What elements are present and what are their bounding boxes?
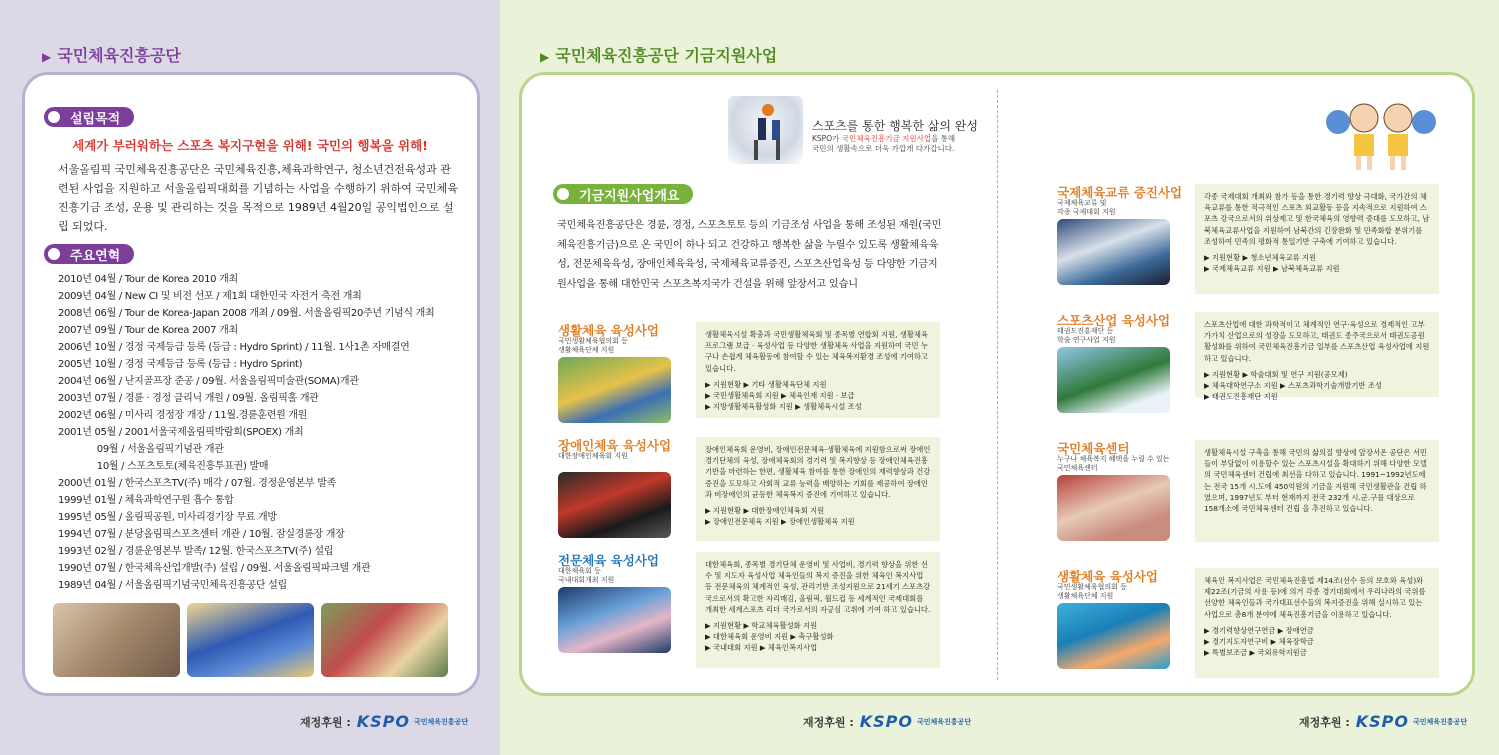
slogan: 세계가 부러워하는 스포츠 복지구현을 위해! 국민의 행복을 위해! xyxy=(72,138,428,153)
card-photo xyxy=(1057,219,1170,285)
history-item: 2002년 06월 / 미사리 경정장 개장 / 11월.경륜훈련원 개원 xyxy=(58,410,308,421)
tagline: 스포츠를 통한 행복한 삶의 완성 xyxy=(812,119,978,133)
history-item: 2003년 07월 / 경륜 · 경정 클리닉 개원 / 09월. 올림픽홀 개관 xyxy=(58,393,319,404)
tagline-sub-link: 국민체육진흥기금 지원사업 xyxy=(841,134,932,143)
card-subtitle: 국민생활체육협의회 등 생활체육단체 지원 xyxy=(558,337,628,354)
purpose-pill xyxy=(44,107,134,127)
card-description: 체육인 복지사업은 국민체육진흥법 제14조(선수 등의 보호와 육성)와 제22조(기금의 사용 등)에 의거 각종 경기대회에서 우리나라의 국위를 선양한 체육인들과 국가대표선수들의 복지증진을 위해 실시하고 있는 사업으로 총8개 분야에 체육진흥기금을 이용하고 있습니다. xyxy=(1204,576,1426,619)
card-links[interactable]: ▶ 경기력향상연구연금 ▶ 장애연금 ▶ 경기지도자연구비 ▶ 체육장학금 ▶ 특별보조금 ▶ 국외유학지원금 xyxy=(1204,625,1314,658)
card-description: 생활체육시설 확충과 국민생활체육회 및 종목별 연합회 지원, 생활체육프로그램 보급 · 육성사업 등 다양한 생활체육 사업을 지원하여 국민 누구나 손쉽게 체육활동에 참여할 수 있는 체육복지환경 조성에 기여하고 있습니다. xyxy=(705,330,928,373)
illustration-cheerleaders xyxy=(1318,88,1444,174)
cheerleaders-icon xyxy=(1318,88,1444,174)
card-description-box xyxy=(1195,568,1439,678)
history-item: 1989년 04월 / 서울올림픽기념국민체육진흥공단 설립 xyxy=(58,580,287,591)
right-header-text: 국민체육진흥공단 기금지원사업 xyxy=(555,46,778,65)
card-title: 장애인체육 육성사업 xyxy=(558,438,672,453)
history-item: 1994년 07월 / 분당올림픽스포츠센터 개관 / 10월. 잠실경륜장 개장 xyxy=(58,529,345,540)
card-description: 대한체육회, 종목별 경기단체 운영비 및 사업비, 경기력 향상을 위한 선수 및 지도자 육성사업 체육인들의 복지 증진을 위한 체육인 복지사업 등 전문체육의 체계적인 육성, 관리기반 조성지원으로 21세기 스포츠강국으로서의 확고한 자리매김, 올림픽, 월드컵 등 세계적인 국제대회를 개최한 세계스포츠 리더 국가로서의 자긍심 고취에 기여 하고 있습니다. xyxy=(705,560,931,614)
photo-crowd xyxy=(321,603,448,677)
triangle-icon: ▶ xyxy=(540,50,550,64)
card-photo xyxy=(558,587,671,653)
intro-text: 서울올림픽 국민체육진흥공단은 국민체육진흥,체육과학연구, 청소년건전육성과 관련된 사업을 지원하고 서울올림픽대회를 기념하는 사업을 수행하기 위하여 국민체육진흥기금 조성, 운용 및 관리하는 것을 목적으로 1989년 4월20일 공익법인으로 설립 되었다. xyxy=(58,163,458,233)
kspo-logo: KSPO xyxy=(859,712,913,731)
footer-left xyxy=(300,712,468,731)
card-title: 국민체육센터 xyxy=(1057,441,1130,456)
card-links[interactable]: ▶ 지원현황 ▶ 학술대회 및 연구 지원(공모제) ▶ 체육대학연구소 지원 ▶ 스포츠과학기술개발기반 조성 ▶ 태권도진흥재단 지원 xyxy=(1204,369,1382,402)
photo-taekwondo xyxy=(53,603,180,677)
left-header-text: 국민체육진흥공단 xyxy=(57,46,181,65)
card-title: 스포츠산업 육성사업 xyxy=(1057,313,1171,328)
card-description-box xyxy=(696,552,940,668)
card-description: 생활체육시설 구축을 통해 국민의 삶의질 향상에 앞장서온 공단은 서민들이 부담없이 이용할수 있는 스포츠시설을 확대하기 위해 다양한 모델의 국민체육센터 건립에 최선을 다하고 있습니다. 1991~1992년도에는 전국 15개 시.도에 450억원의 기금을 지원해 국민생활관을 건립 하였으며, 1997년도 부터 현재까지 전국 232개 시.군.구를 대상으로 158개소에 국민체육센터 건립 을 추진하고 있습니다. xyxy=(1204,448,1427,514)
history-item: 2007년 09월 / Tour de Korea 2007 개최 xyxy=(58,325,238,336)
card-photo xyxy=(1057,475,1170,541)
card-links[interactable]: ▶ 지원현황 ▶ 대한장애인체육회 지원 ▶ 장애인전문체육 지원 ▶ 장애인생활체육 지원 xyxy=(705,506,855,527)
card-description: 각종 국제대회 개최와 참가 등을 통한 경기력 향상 극대화, 국가간의 체육교류를 통한 적극적인 스포츠 외교활동 등을 지속적으로 지원하여 스포츠 강국으로서의 위상제고 및 한국체육의 영향력 증대를 도모하고, 남북체육교류사업을 지원하여 남북간의 긴장완화 및 민족화합 분위기를 조성하여 민족의 평화적 통일기반 구축에 기여하고 있습니다. xyxy=(1204,192,1430,246)
footer-label: 재정후원 : xyxy=(300,715,351,729)
card-photo xyxy=(1057,347,1170,413)
footer-middle xyxy=(803,712,971,731)
pill-dot-icon xyxy=(48,111,60,123)
card-description: 스포츠산업에 대한 과학적이고 체계적인 연구·육성으로 경제적인 고부가가치 산업으로의 성장을 도모하고, 태권도 종주국으로서 태권도공원 활성화를 위하여 국민체육진흥기금 일부를 스포츠산업 육성사업에 지원하고 있습니다. xyxy=(1204,320,1430,363)
card-links[interactable]: ▶ 지원현황 ▶ 기타 생활체육단체 지원 ▶ 국민생활체육회 지원 ▶ 체육인재 지원 · 보급 ▶ 지방생활체육활성화 지원 ▶ 생활체육시설 조성 xyxy=(705,379,862,412)
history-item: 2009년 04월 / New CI 및 비전 선포 / 제1회 대한민국 자전거 축전 개최 xyxy=(58,291,362,302)
card-description-box xyxy=(1195,312,1439,402)
card-title: 국제체육교류 증진사업 xyxy=(1057,185,1183,200)
kspo-logo-sub: 국민체육진흥공단 xyxy=(916,717,972,726)
triangle-icon: ▶ xyxy=(42,50,52,64)
history-pill-label: 주요연혁 xyxy=(70,248,121,264)
overview-pill-label: 기금지원사업개요 xyxy=(579,188,680,204)
card-title: 생활체육 육성사업 xyxy=(558,323,659,338)
tagline-sub-post: 을 통해 국민의 생활속으로 더욱 가깝게 다가갑니다. xyxy=(812,134,956,153)
history-item: 1999년 01월 / 체육과학연구원 흡수 통합 xyxy=(58,495,234,506)
kspo-logo: KSPO xyxy=(356,712,410,731)
card-description-box xyxy=(696,437,940,541)
card-photo xyxy=(1057,603,1170,669)
footer-label: 재정후원 : xyxy=(803,715,854,729)
history-item: 1990년 07월 / 한국체육산업개발(주) 설립 / 09월. 서울올림픽파크텔 개관 xyxy=(58,563,371,574)
card-description-box xyxy=(1195,184,1439,294)
footer-right xyxy=(1299,712,1467,731)
overview-pill xyxy=(553,184,693,204)
history-item: 2010년 04월 / Tour de Korea 2010 개최 xyxy=(58,274,238,285)
right-section-title xyxy=(540,43,777,66)
card-subtitle: 태권도진흥재단 등 학술 연구사업 지원 xyxy=(1057,327,1116,344)
card-links[interactable]: ▶ 지원현황 ▶ 학교체육활성화 지원 ▶ 대한체육회 운영비 지원 ▶ 축구활성화 ▶ 국내대회 지원 ▶ 체육인복지사업 xyxy=(705,621,834,653)
card-subtitle: 대한체육회 등 국내대회개최 지원 xyxy=(558,567,615,584)
card-subtitle: 국민생활체육협의회 등 생활체육단체 지원 xyxy=(1057,583,1127,600)
history-item: 2001년 05월 / 2001서울국제올림픽박람회(SPOEX) 개최 xyxy=(58,427,304,438)
history-pill xyxy=(44,244,134,264)
history-item: 2005년 10월 / 경정 국제등급 등록 (등급 : Hydro Sprint) xyxy=(58,359,303,370)
pill-dot-icon xyxy=(48,248,60,260)
pill-dot-icon xyxy=(557,188,569,200)
left-section-title xyxy=(42,43,181,66)
card-photo xyxy=(558,357,671,423)
dashed-divider xyxy=(997,90,998,680)
card-title: 생활체육 육성사업 xyxy=(1057,569,1158,584)
history-item: 2006년 10월 / 경정 국제등급 등록 (등급 : Hydro Sprint) / 11월. 1사1촌 자매결연 xyxy=(58,342,410,353)
card-description-box xyxy=(1195,440,1439,542)
card-subtitle: 국제체육교류 및 각종 국제대회 지원 xyxy=(1057,199,1116,216)
footer-label: 재정후원 : xyxy=(1299,715,1350,729)
history-item: 2000년 01월 / 한국스포츠TV(주) 매각 / 07월. 경정운영본부 발족 xyxy=(58,478,336,489)
card-photo xyxy=(558,472,671,538)
card-subtitle: 누구나 체육복지 혜택을 누릴 수 있는 국민체육센터 xyxy=(1057,455,1170,472)
tagline-sub-pre: KSPO가 xyxy=(812,134,842,143)
history-item: 2004년 06월 / 난지골프장 준공 / 09월. 서울올림픽미술관(SOMA)개관 xyxy=(58,376,359,387)
history-item: 09월 / 서울올림픽기념관 개관 xyxy=(58,444,224,455)
card-subtitle: 대한장애인체육회 지원 xyxy=(558,452,628,460)
history-item: 1995년 05월 / 올림픽공원, 미사리경기장 무료 개방 xyxy=(58,512,277,523)
history-item: 2008년 06월 / Tour de Korea-Japan 2008 개최 / 09월. 서울올림픽20주년 기념식 개최 xyxy=(58,308,435,319)
overview-text: 국민체육진흥공단은 경륜, 경정, 스포츠토토 등의 기금조성 사업을 통해 조성된 재원(국민체육진흥기금)으로 온 국민이 하나 되고 건강하고 행복한 삶을 누릴수 있도록 생활체육육성, 전문체육육성, 장애인체육육성, 국제체육교류증진, 스포츠산업육성 등 다양한 기금지원사업을 통해 대한민국 스포츠복지국가 건설을 위해 앞장서고 있습니 xyxy=(557,220,942,290)
kspo-logo: KSPO xyxy=(1355,712,1409,731)
basketball-players-icon xyxy=(728,96,803,164)
history-item: 1993년 02월 / 경륜운영본부 발족/ 12월. 한국스포츠TV(주) 설립 xyxy=(58,546,334,557)
kspo-logo-sub: 국민체육진흥공단 xyxy=(1412,717,1468,726)
illustration-basketball xyxy=(728,96,803,164)
tagline-sub xyxy=(812,134,962,154)
history-list xyxy=(58,271,478,594)
card-links[interactable]: ▶ 지원현황 ▶ 청소년체육교류 지원 ▶ 국제체육교류 지원 ▶ 남북체육교류 지원 xyxy=(1204,253,1340,274)
history-item: 10월 / 스포츠토토(체육진흥투표권) 발매 xyxy=(58,461,269,472)
kspo-logo-sub: 국민체육진흥공단 xyxy=(413,717,469,726)
card-description-box xyxy=(696,322,940,418)
photo-parachute xyxy=(187,603,314,677)
card-title: 전문체육 육성사업 xyxy=(558,553,659,568)
card-description: 장애인체육회 운영비, 장애인전문체육·생활체육에 지원함으로써 장애인 경기단체의 육성, 장애체육회의 경기력 및 복지향상 등 장애인체육진흥 기반을 마련하는 한편, 생활체육 참여를 통한 장애인의 재력향상과 건강증진을 도모하고 사회적 교류 능력을 배양하는 기회를 제공하여 장애인과 비장애인의 균등한 체육복지 증진에 기여하고 있습니다. xyxy=(705,445,931,499)
purpose-pill-label: 설립목적 xyxy=(70,111,121,127)
